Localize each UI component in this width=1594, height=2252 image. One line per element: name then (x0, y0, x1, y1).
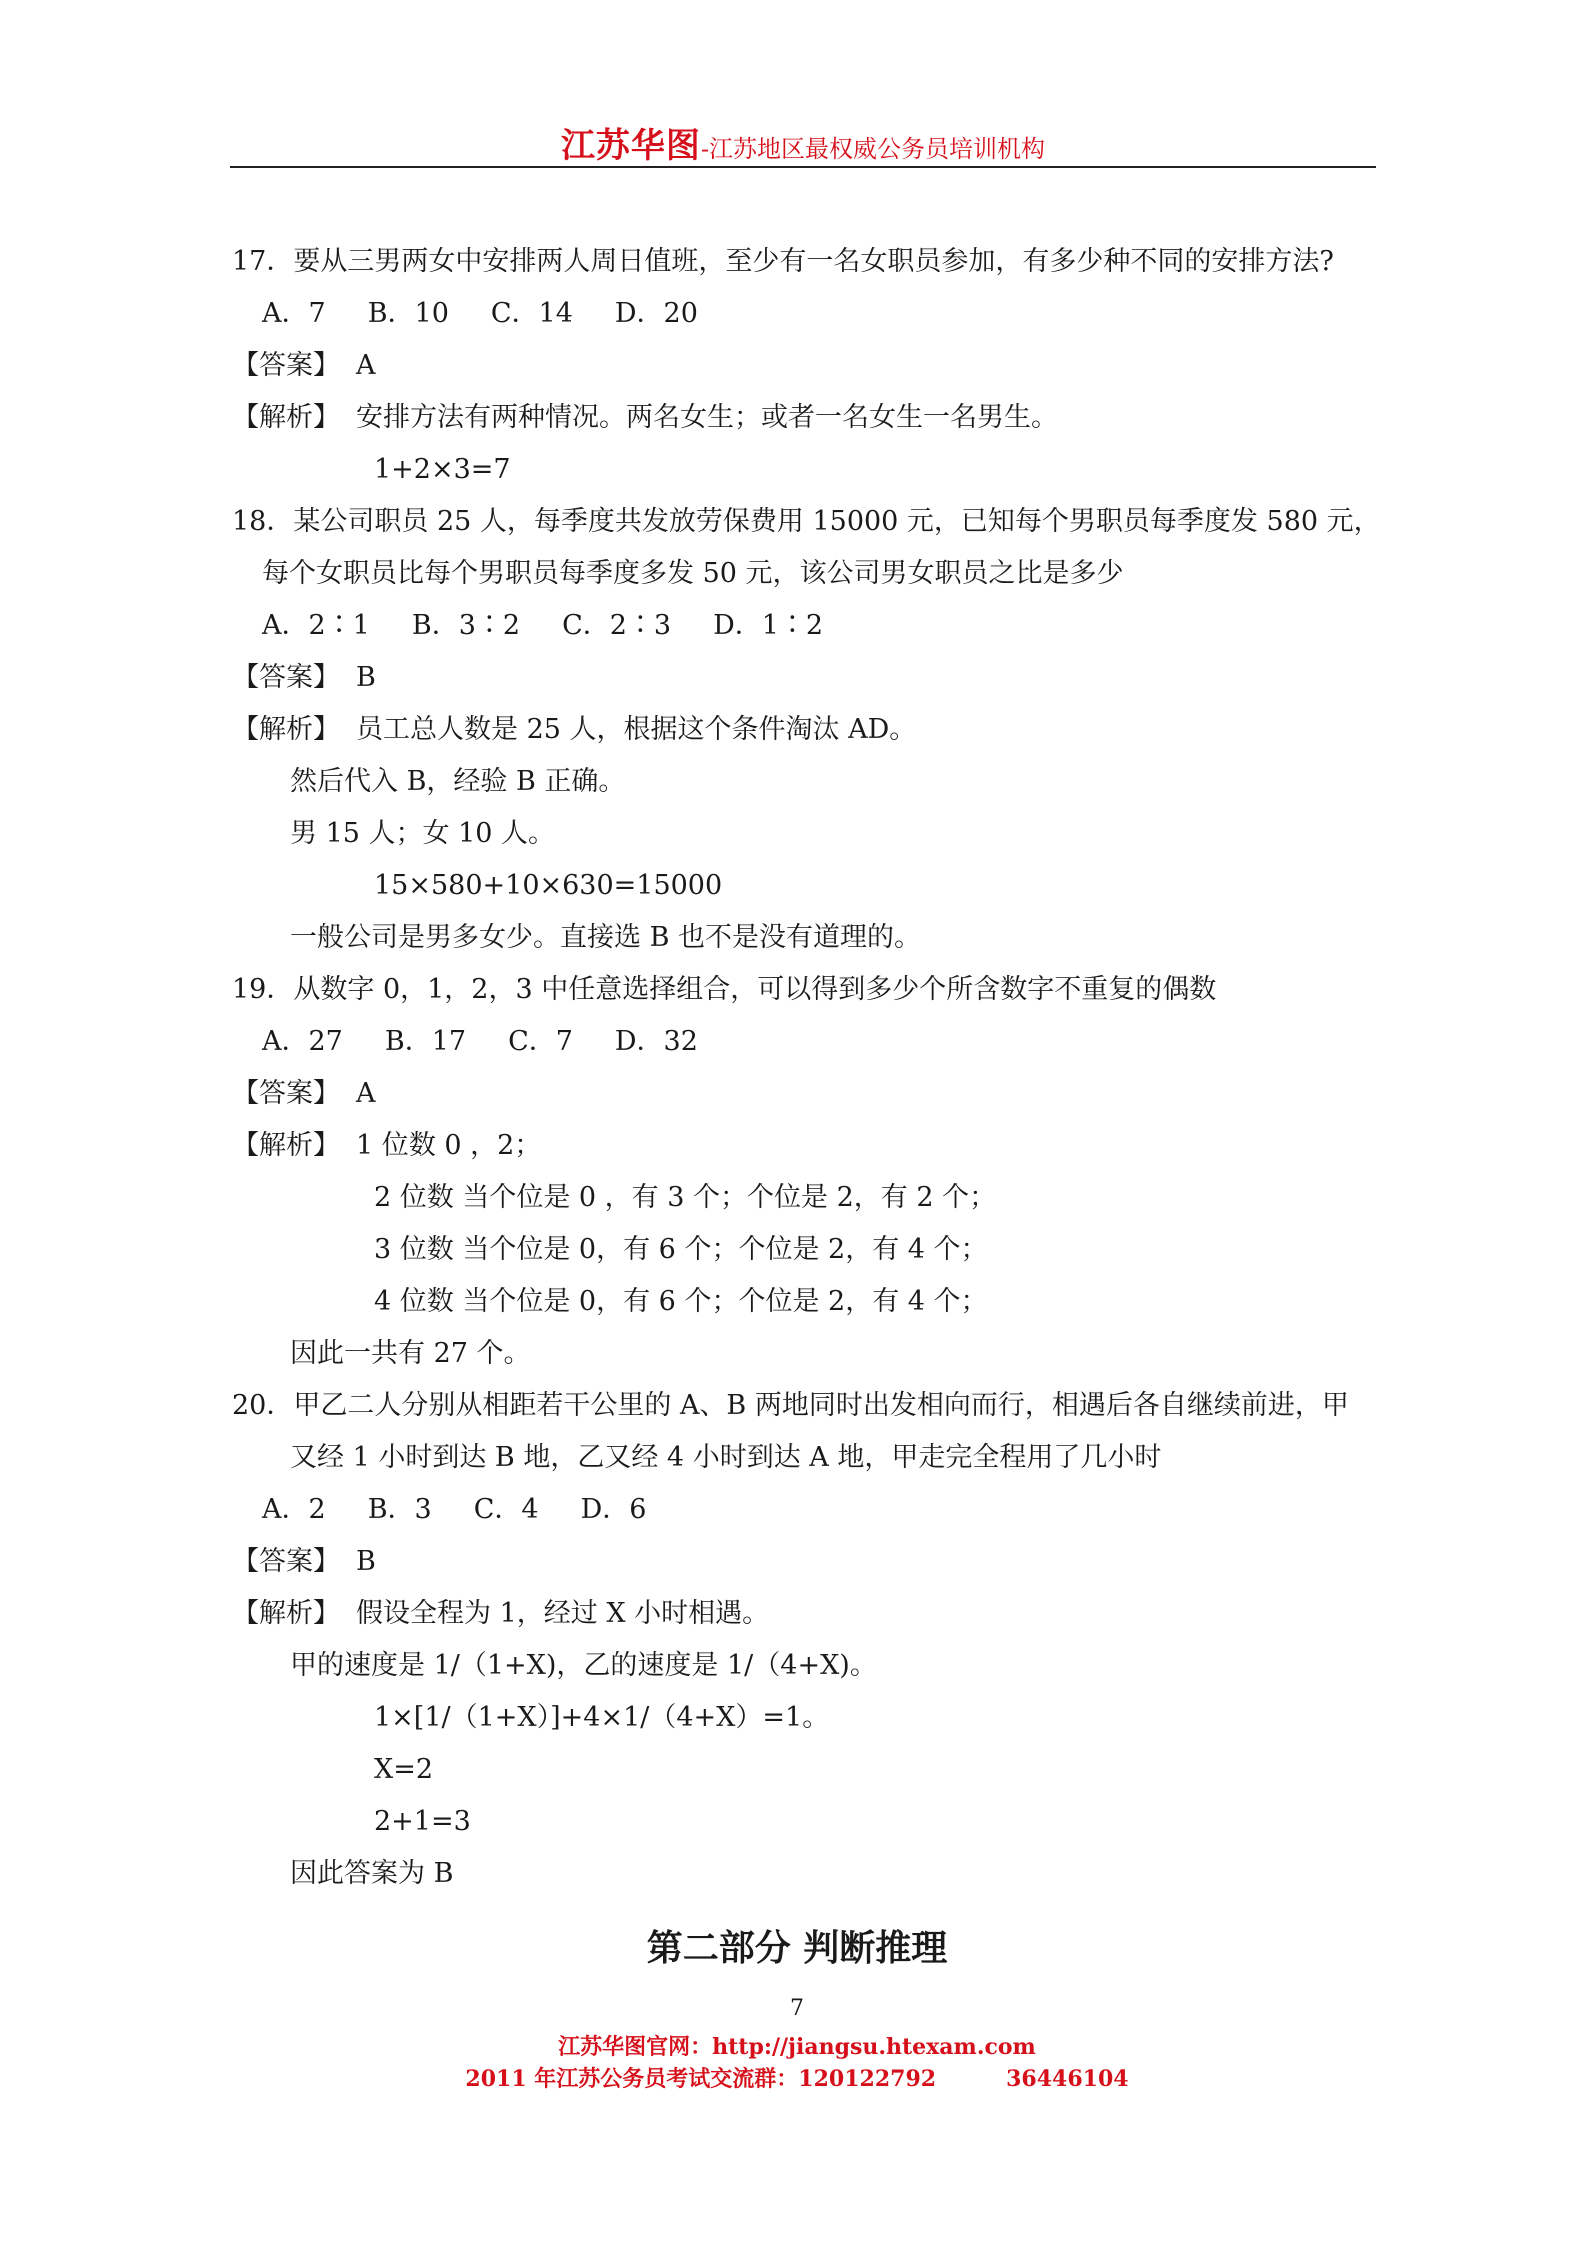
option-item: C．2∶3 (562, 610, 672, 641)
line-value: 安排方法有两种情况。两名女生；或者一名女生一名男生。 (356, 402, 1058, 433)
options-row (262, 1492, 688, 1528)
options-row (262, 608, 865, 644)
text-line: 3 位数 当个位是 0，有 6 个；个位是 2，有 4 个； (374, 1234, 988, 1265)
option-item: C．7 (508, 1026, 573, 1057)
answer-line (232, 1544, 376, 1580)
answer-line (232, 660, 376, 696)
option-item: B．17 (384, 1026, 467, 1057)
line-value: 1 位数 0 ，2； (356, 1130, 542, 1161)
page-header (230, 118, 1376, 168)
brand-name: 江苏华图 (560, 126, 701, 166)
line-value: B (356, 662, 376, 693)
footer-group-number: 36446104 (1006, 2066, 1129, 2092)
option-item: B．3 (367, 1494, 432, 1525)
text-line: 1×[1/（1+X）]+4×1/（4+X）=1。 (374, 1702, 830, 1733)
text-line: 然后代入 B，经验 B 正确。 (290, 766, 626, 797)
answer-line (232, 348, 376, 384)
option-item: D．6 (580, 1494, 647, 1525)
option-item: D．32 (614, 1026, 698, 1057)
text-line: 因此答案为 B (290, 1858, 454, 1889)
text-line: 甲的速度是 1/（1+X)，乙的速度是 1/（4+X)。 (290, 1650, 877, 1681)
footer-group-label: 2011 年江苏公务员考试交流群：120122792 (465, 2066, 937, 2092)
option-item: A．7 (262, 298, 326, 329)
line-value: B (356, 1546, 376, 1577)
text-line: 4 位数 当个位是 0，有 6 个；个位是 2，有 4 个； (374, 1286, 988, 1317)
text-line: 男 15 人；女 10 人。 (290, 818, 556, 849)
text-line: 2 位数 当个位是 0 ，有 3 个；个位是 2，有 2 个； (374, 1182, 997, 1213)
line-value: 假设全程为 1，经过 X 小时相遇。 (356, 1598, 770, 1629)
text-line: 20．甲乙二人分别从相距若干公里的 A、B 两地同时出发相向而行，相遇后各自继续前进，甲 (232, 1390, 1349, 1421)
line-label: 【答案】 (232, 1546, 340, 1577)
text-line: 15×580+10×630=15000 (374, 870, 723, 901)
section-title: 第二部分 判断推理 (646, 1928, 948, 1969)
line-label: 【解析】 (232, 402, 340, 433)
page-number: 7 (790, 1996, 804, 2021)
text-line: 因此一共有 27 个。 (290, 1338, 531, 1369)
answer-line (232, 1076, 376, 1112)
brand-tagline: -江苏地区最权威公务员培训机构 (700, 135, 1046, 163)
text-line: 1+2×3=7 (374, 454, 511, 485)
analysis-line (232, 1596, 769, 1632)
text-line: 又经 1 小时到达 B 地，乙又经 4 小时到达 A 地，甲走完全程用了几小时 (290, 1442, 1162, 1473)
line-label: 【答案】 (232, 350, 340, 381)
line-label: 【答案】 (232, 1078, 340, 1109)
text-line: 一般公司是男多女少。直接选 B 也不是没有道理的。 (290, 922, 922, 953)
analysis-line (232, 1128, 541, 1164)
option-item: B．10 (367, 298, 449, 329)
analysis-line (232, 400, 1058, 436)
option-item: C．4 (473, 1494, 539, 1525)
text-line: 每个女职员比每个男职员每季度多发 50 元，该公司男女职员之比是多少 (262, 558, 1124, 589)
option-item: A．2 (262, 1494, 326, 1525)
line-label: 【答案】 (232, 662, 340, 693)
option-item: A．2∶1 (262, 610, 370, 641)
line-value: 员工总人数是 25 人，根据这个条件淘汰 AD。 (356, 714, 917, 745)
text-line: 17．要从三男两女中安排两人周日值班，至少有一名女职员参加，有多少种不同的安排方法? (232, 246, 1334, 277)
text-line: 18．某公司职员 25 人，每季度共发放劳保费用 15000 元，已知每个男职员每季度发 580 元， (232, 506, 1381, 537)
line-value: A (356, 1078, 376, 1109)
options-row (262, 296, 740, 332)
text-line: X=2 (374, 1754, 434, 1785)
text-line: 2+1=3 (374, 1806, 471, 1837)
option-item: D．1∶2 (713, 610, 824, 641)
options-row (262, 1024, 740, 1060)
option-item: D．20 (614, 298, 698, 329)
footer-group (0, 2062, 1594, 2093)
line-label: 【解析】 (232, 1130, 340, 1161)
footer-website: 江苏华图官网：http://jiangsu.htexam.com (558, 2034, 1036, 2060)
option-item: C．14 (490, 298, 573, 329)
option-item: A．27 (262, 1026, 343, 1057)
option-item: B．3∶2 (411, 610, 521, 641)
analysis-line (232, 712, 916, 748)
line-label: 【解析】 (232, 1598, 340, 1629)
line-value: A (356, 350, 376, 381)
line-label: 【解析】 (232, 714, 340, 745)
text-line: 19．从数字 0，1，2，3 中任意选择组合，可以得到多少个所含数字不重复的偶数 (232, 974, 1217, 1005)
